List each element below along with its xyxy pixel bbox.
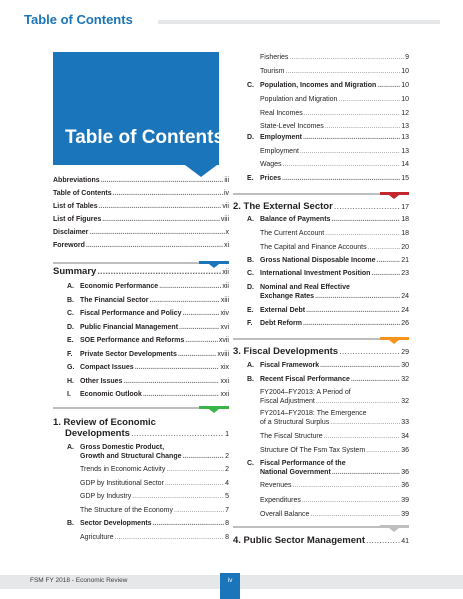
toc-banner <box>53 52 225 165</box>
toc-entry-page: 18 <box>401 216 409 223</box>
toc-entry-label: Population and Migration <box>260 96 338 103</box>
toc-entry-label: Employment <box>260 134 303 141</box>
ch3-heading[interactable]: 3. Fiscal Developments ..... 29 <box>233 346 409 358</box>
front-matter-entry[interactable] <box>53 189 229 198</box>
dot-leader <box>338 95 400 104</box>
ch1-a-sub-entry[interactable] <box>80 492 229 501</box>
toc-entry-page: 10 <box>401 68 409 75</box>
toc-entry-page: 15 <box>401 175 409 182</box>
toc-entry-label: External Debt <box>260 307 306 314</box>
toc-entry-page: 23 <box>401 270 409 277</box>
toc-entry-page: 39 <box>401 496 409 504</box>
toc-letter: A. <box>67 283 74 290</box>
toc-entry-page: iii <box>224 177 229 184</box>
dot-leader <box>303 133 400 142</box>
toc-entry-label: Public Financial Management <box>80 323 179 331</box>
toc-letter: A. <box>67 444 74 451</box>
toc-entry-page: x <box>225 229 229 236</box>
toc-entry-page: viii <box>220 216 229 223</box>
dot-leader <box>113 189 223 198</box>
dot-leader <box>325 122 400 131</box>
toc-entry-label: Exchange Rates <box>260 293 315 300</box>
ch3-b-entry[interactable] <box>260 375 409 384</box>
toc-letter: D. <box>67 323 74 331</box>
dot-leader <box>143 390 220 399</box>
dot-leader <box>320 361 400 370</box>
dot-leader <box>316 397 400 406</box>
toc-entry-page: xii <box>222 283 229 290</box>
toc-entry-label: Structure Of The Fsm Tax System <box>260 447 366 454</box>
toc-entry-page: 36 <box>401 469 409 476</box>
toc-entry-page: 18 <box>401 230 409 237</box>
dot-leader <box>174 506 224 515</box>
toc-entry-page: xiii <box>220 296 229 304</box>
front-matter-entry[interactable] <box>53 215 229 224</box>
dot-leader <box>135 363 220 372</box>
toc-entry-label: National Government <box>260 469 331 476</box>
ch3-b-sub-entry[interactable] <box>260 446 409 455</box>
toc-entry-page: 13 <box>401 123 409 130</box>
toc-entry-label: Compact Issues <box>80 364 134 371</box>
dot-leader <box>330 418 400 427</box>
toc-entry-page: 4 <box>225 479 229 487</box>
toc-entry-page: 34 <box>401 433 409 440</box>
dot-leader <box>377 81 400 90</box>
dot-leader <box>303 319 400 328</box>
toc-entry-label: Disclaimer <box>53 229 89 236</box>
toc-letter: B. <box>67 520 74 527</box>
toc-entry-page: xiv <box>220 310 229 317</box>
toc-entry-page: 21 <box>401 257 409 264</box>
ch1-e-entry[interactable] <box>260 174 409 183</box>
dot-leader <box>99 202 222 211</box>
ch1-b-sub-entry[interactable] <box>80 533 229 542</box>
toc-entry-page: 13 <box>401 148 409 155</box>
front-matter-entry[interactable] <box>53 228 229 237</box>
header-rule <box>158 20 440 24</box>
front-matter-entry[interactable] <box>53 241 229 250</box>
toc-entry-label: Fiscal Adjustment <box>260 398 315 405</box>
ch1-a-sub-entry[interactable] <box>80 506 229 515</box>
ch1-d-sub-entry[interactable] <box>260 160 409 169</box>
toc-entry-label: The Fiscal Structure <box>260 433 323 440</box>
ch3-b1-entry[interactable] <box>260 397 409 406</box>
toc-entry-page: xix <box>220 364 229 371</box>
dot-leader <box>300 147 400 156</box>
ch3-b2-line1[interactable]: FY2014–FY2018: The Emergence <box>260 410 367 417</box>
toc-entry-page: 9 <box>405 54 409 61</box>
toc-entry-label: State-Level Incomes <box>260 123 324 130</box>
toc-entry-page: 7 <box>225 506 229 514</box>
toc-letter: F. <box>247 320 253 327</box>
dot-leader <box>86 241 223 250</box>
dot-leader <box>165 479 224 488</box>
dot-leader <box>89 228 224 237</box>
toc-entry-label: Gross National Disposable Income <box>260 257 376 264</box>
ch2-d-entry[interactable] <box>260 292 409 301</box>
toc-entry-page: 10 <box>401 82 409 89</box>
toc-entry-label: List of Figures <box>53 216 102 223</box>
dot-leader <box>310 510 400 519</box>
dot-leader <box>101 176 224 185</box>
dot-leader <box>371 269 400 278</box>
toc-entry-label: List of Tables <box>53 203 98 210</box>
toc-entry-page: 24 <box>401 293 409 300</box>
toc-entry-label: International Investment Position <box>260 270 371 277</box>
toc-entry-page: xxi <box>220 377 229 385</box>
toc-entry-page: 20 <box>401 243 409 251</box>
ch1-a-sub-entry[interactable] <box>80 465 229 474</box>
dot-leader <box>289 53 404 62</box>
toc-entry-label: Tourism <box>260 68 285 75</box>
summary-entry[interactable] <box>80 282 229 291</box>
ch3-pointer <box>389 340 399 344</box>
toc-letter: G. <box>67 364 75 371</box>
toc-entry-label: Expenditures <box>260 496 301 504</box>
ch4-pointer <box>389 528 399 532</box>
summary-entry[interactable] <box>80 377 229 386</box>
toc-entry-page: 39 <box>401 511 409 518</box>
toc-entry-page: xviii <box>217 350 229 358</box>
ch3-b1-line1[interactable]: FY2004–FY2013: A Period of <box>260 389 351 396</box>
toc-letter: A. <box>247 216 254 223</box>
dot-leader <box>179 323 219 332</box>
ch2-d-line1[interactable]: Nominal and Real Effective <box>260 284 350 291</box>
dot-leader <box>283 160 401 169</box>
ch3-c-sub-entry[interactable] <box>260 510 409 519</box>
toc-entry-label: of a Structural Surplus <box>260 419 330 426</box>
toc-entry-page: 26 <box>401 320 409 327</box>
toc-entry-page: 32 <box>401 376 409 383</box>
ch2-f-entry[interactable] <box>260 319 409 328</box>
dot-leader <box>286 67 401 76</box>
dot-leader <box>325 229 400 238</box>
toc-entry-page: 30 <box>401 362 409 369</box>
toc-entry-page: xvi <box>220 323 229 331</box>
toc-letter: E. <box>247 307 254 314</box>
ch2-a-sub-entry[interactable] <box>260 229 409 238</box>
toc-letter: C. <box>247 460 254 467</box>
toc-entry-label: Recent Fiscal Performance <box>260 376 350 383</box>
toc-entry-page: 36 <box>401 447 409 454</box>
ch3-c-sub-entry[interactable] <box>260 496 409 505</box>
toc-entry-page: 14 <box>401 161 409 168</box>
toc-letter: B. <box>247 376 254 383</box>
summary-entry[interactable] <box>80 350 229 359</box>
dot-leader <box>324 432 401 441</box>
toc-entry-label: Table of Contents <box>53 190 112 197</box>
toc-letter: F. <box>67 350 73 358</box>
toc-entry-label: The Structure of the Economy <box>80 506 173 514</box>
toc-letter: B. <box>67 296 74 304</box>
toc-entry[interactable]: Summary ..... xii <box>53 266 229 278</box>
toc-letter: B. <box>247 257 254 264</box>
ch3-b-sub-entry[interactable] <box>260 432 409 441</box>
toc-entry-label: Economic Outlook <box>80 391 142 398</box>
toc-banner-title: Table of Contents <box>65 127 225 148</box>
front-matter-entry[interactable] <box>53 176 229 185</box>
toc-entry-label: Real Incomes <box>260 109 303 117</box>
toc-entry-label: The Current Account <box>260 230 325 237</box>
toc-entry-page: 36 <box>401 482 409 489</box>
toc-entry-label: Employment <box>260 148 299 155</box>
toc-entry-label: SOE Performance and Reforms <box>80 337 185 344</box>
toc-letter: E. <box>247 175 254 182</box>
ch2-b-entry[interactable] <box>260 256 409 265</box>
toc-entry-label: Population, Incomes and Migration <box>260 82 377 89</box>
dot-leader <box>377 256 401 265</box>
toc-entry-label: Revenues <box>260 482 292 489</box>
dot-leader <box>102 215 220 224</box>
toc-entry-label: Prices <box>260 175 282 182</box>
ch3-c-entry[interactable] <box>260 468 409 477</box>
ch2-heading[interactable]: 2. The External Sector ..... 17 <box>233 201 409 213</box>
toc-entry-label: Other Issues <box>80 377 123 385</box>
dot-leader <box>306 306 400 315</box>
dot-leader <box>368 243 401 252</box>
toc-entry-page: xvii <box>218 337 229 344</box>
toc-entry-page: 10 <box>401 96 409 103</box>
summary-entry[interactable] <box>80 336 229 345</box>
toc-letter: C. <box>247 82 254 89</box>
dot-leader <box>332 468 400 477</box>
toc-entry-page: xxi <box>220 391 229 398</box>
toc-entry-page: 8 <box>225 534 229 541</box>
toc-entry-page: 12 <box>401 109 409 117</box>
ch1-c-sub-entry[interactable] <box>260 95 409 104</box>
toc-entry-label: Fiscal Framework <box>260 362 320 369</box>
toc-entry-label: Agriculture <box>80 534 114 541</box>
ch2-pointer <box>389 195 399 199</box>
ch2-e-entry[interactable] <box>260 306 409 315</box>
dot-leader <box>166 465 224 474</box>
toc-entry-page: 13 <box>401 134 409 141</box>
page-header-title: Table of Contents <box>24 12 133 27</box>
dot-leader <box>293 481 401 490</box>
toc-letter: D. <box>247 284 254 291</box>
toc-entry-label: Fiscal Performance and Policy <box>80 310 182 317</box>
dot-leader <box>302 496 400 505</box>
page-number: iv <box>220 573 240 599</box>
ch1-c-sub-entry[interactable] <box>260 109 409 118</box>
toc-entry-label: Fisheries <box>260 54 289 61</box>
ch3-c-line1[interactable]: Fiscal Performance of the <box>260 460 346 467</box>
summary-entry[interactable] <box>80 296 229 305</box>
ch1-heading[interactable]: 1. Review of Economic <box>53 417 156 428</box>
dot-leader <box>331 215 400 224</box>
summary-entry[interactable] <box>80 309 229 318</box>
toc-letter: C. <box>247 270 254 277</box>
dot-leader <box>123 377 219 386</box>
toc-entry-label: The Financial Sector <box>80 296 149 304</box>
summary-entry[interactable] <box>80 323 229 332</box>
ch1-c-sub-entry[interactable] <box>260 122 409 131</box>
ch1-b-entry[interactable]: Sector Developments ..... 8 <box>80 519 229 528</box>
ch1-a-line1[interactable]: Gross Domestic Product, <box>80 444 165 451</box>
ch1-pointer <box>209 409 219 413</box>
toc-letter: E. <box>67 337 74 344</box>
dot-leader <box>178 350 216 359</box>
dot-leader <box>159 282 221 291</box>
toc-entry-label: Wages <box>260 161 282 168</box>
right-top-entry[interactable] <box>260 53 409 62</box>
toc-entry-page: 24 <box>401 307 409 314</box>
toc-entry-label: The Capital and Finance Accounts <box>260 243 367 251</box>
ch1-heading-line2[interactable]: Developments ..... 1 <box>65 428 229 440</box>
dot-leader <box>351 375 400 384</box>
toc-entry-label: Economic Performance <box>80 283 159 290</box>
toc-entry-label: GDP by Institutional Sector <box>80 479 164 487</box>
toc-entry-page: 33 <box>401 419 409 426</box>
ch1-a-sub-entry[interactable] <box>80 479 229 488</box>
ch1-c-entry[interactable] <box>260 81 409 90</box>
ch1-a-entry[interactable]: Growth and Structural Change ..... 2 <box>80 452 229 461</box>
ch2-a-sub-entry[interactable] <box>260 243 409 252</box>
summary-pointer <box>209 264 219 268</box>
toc-entry-page: xi <box>223 242 229 249</box>
dot-leader <box>366 446 400 455</box>
toc-entry-label: Trends in Economic Activity <box>80 466 166 473</box>
toc-letter: A. <box>247 362 254 369</box>
ch2-c-entry[interactable] <box>260 269 409 278</box>
toc-entry-label: Abbreviations <box>53 177 100 184</box>
ch1-d-entry[interactable] <box>260 133 409 142</box>
toc-entry-page: 2 <box>225 466 229 473</box>
toc-entry-label: Balance of Payments <box>260 216 331 223</box>
dot-leader <box>315 292 400 301</box>
ch3-b2-entry[interactable] <box>260 418 409 427</box>
ch2-a-entry[interactable] <box>260 215 409 224</box>
toc-letter: H. <box>67 377 74 385</box>
toc-letter: C. <box>67 310 74 317</box>
toc-entry-label: Overall Balance <box>260 511 310 518</box>
ch3-a-entry[interactable] <box>260 361 409 370</box>
dot-leader <box>282 174 400 183</box>
toc-letter: D. <box>247 134 254 141</box>
dot-leader <box>149 296 219 305</box>
summary-entry[interactable] <box>80 390 229 399</box>
toc-letter: I. <box>67 391 71 398</box>
toc-entry-label: Debt Reform <box>260 320 303 327</box>
right-top-entry[interactable] <box>260 67 409 76</box>
toc-entry-page: vii <box>222 203 229 210</box>
dot-leader <box>185 336 218 345</box>
toc-entry-label: Private Sector Developments <box>80 350 177 358</box>
ch1-d-sub-entry[interactable] <box>260 147 409 156</box>
ch3-c-sub-entry[interactable] <box>260 481 409 490</box>
toc-entry-page: iv <box>223 190 229 197</box>
dot-leader <box>183 309 220 318</box>
ch4-heading[interactable]: 4. Public Sector Management ..... 41 <box>233 535 409 547</box>
toc-entry-page: 32 <box>401 398 409 405</box>
front-matter-entry[interactable] <box>53 202 229 211</box>
toc-entry-label: Foreword <box>53 242 85 249</box>
dot-leader <box>304 109 400 118</box>
toc-entry-page: 5 <box>225 493 229 500</box>
toc-entry-label: GDP by Industry <box>80 493 132 500</box>
summary-entry[interactable] <box>80 363 229 372</box>
dot-leader <box>132 492 224 501</box>
dot-leader <box>114 533 224 542</box>
footer-text: FSM FY 2018 - Economic Review <box>30 577 128 584</box>
